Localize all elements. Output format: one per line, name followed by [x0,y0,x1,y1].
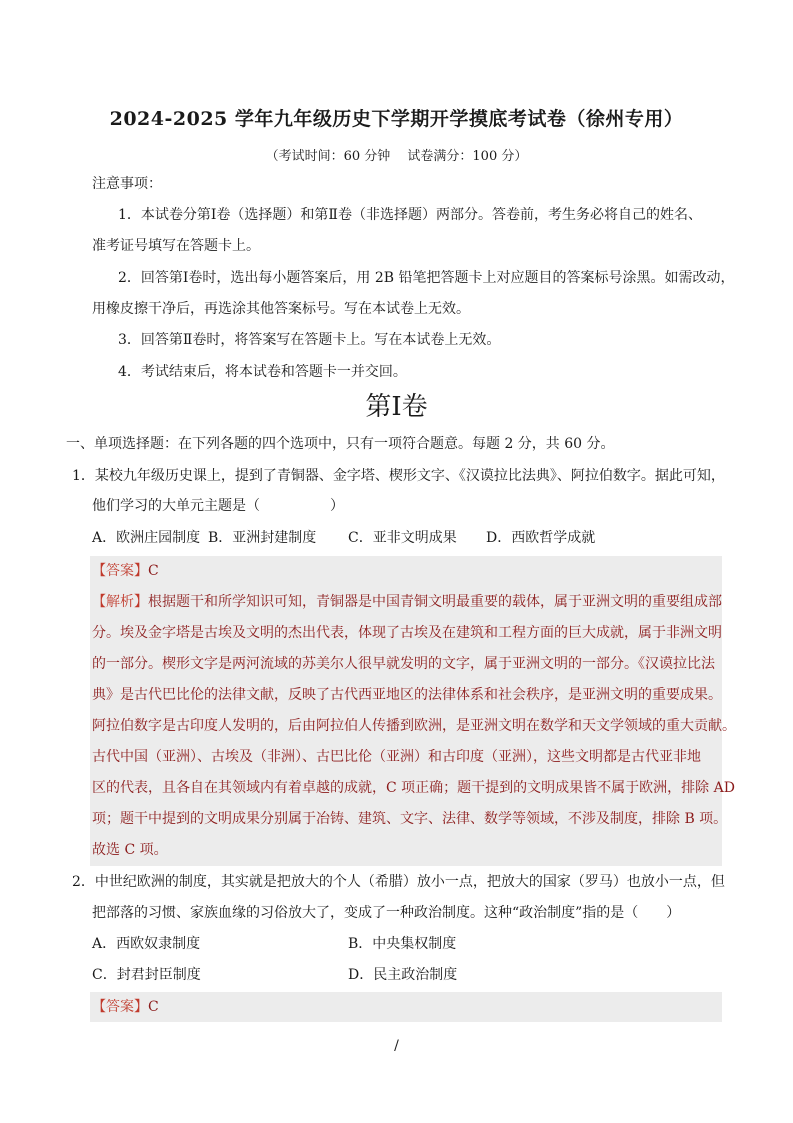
q1-analysis-line: 区的代表，且各自在其领域内有着卓越的成就，C 项正确；题干提到的文明成果皆不属于欧洲，排除 AD [92,780,735,796]
answer-tag: 【答案】 [92,999,148,1015]
q1-analysis-line [92,592,722,612]
analysis-text: 根据题干和所学知识可知，青铜器是中国青铜文明最重要的载体，属于亚洲文明的重要组成部 [148,594,722,610]
section-title: 第Ⅰ卷 [365,392,428,422]
q1-analysis-line: 阿拉伯数字是古印度人发明的，后由阿拉伯人传播到欧洲，是亚洲文明在数学和天文学领域的重大贡献。 [92,718,736,734]
q1-answer [92,561,159,581]
exam-subtitle: （考试时间：60 分钟 试卷满分：100 分） [265,149,528,164]
q1-option-c: C．亚非文明成果 [348,530,457,546]
section-instruction: 一、单项选择题：在下列各题的四个选项中，只有一项符合题意。每题 2 分，共 60 分。 [66,436,615,452]
q2-option-d: D．民主政治制度 [348,967,458,983]
notice-item: 准考证号填写在答题卡上。 [92,238,260,254]
q1-analysis-line: 分。埃及金字塔是古埃及文明的杰出代表，体现了古埃及在建筑和工程方面的巨大成就，属于非洲文明 [92,625,722,641]
notice-item: 1．本试卷分第Ⅰ卷（选择题）和第Ⅱ卷（非选择题）两部分。答卷前，考生务必将自己的姓名、 [118,207,702,223]
q1-option-a: A．欧洲庄园制度 [92,530,201,546]
notice-item: 2．回答第Ⅰ卷时，选出每小题答案后，用 2B 铅笔把答题卡上对应题目的答案标号涂黑。如需改动， [118,270,735,286]
q2-option-b: B．中央集权制度 [348,936,457,952]
page-number: / [394,1038,399,1054]
question-1-stem: 他们学习的大单元主题是（ ） [92,498,344,514]
q1-analysis-line: 典》是古代巴比伦的法律文献，反映了古代西亚地区的法律体系和社会秩序，是亚洲文明的重要成果。 [92,687,722,703]
notice-item: 4．考试结束后，将本试卷和答题卡一并交回。 [118,364,407,380]
notice-item: 3．回答第Ⅱ卷时，将答案写在答题卡上。写在本试卷上无效。 [118,332,501,348]
q1-analysis-line: 的一部分。楔形文字是两河流域的苏美尔人很早就发明的文字，属于亚洲文明的一部分。《汉谟拉比法 [92,656,715,672]
analysis-tag: 【解析】 [92,594,148,610]
q2-option-c: C．封君封臣制度 [92,967,201,983]
q1-analysis-line: 故选 C 项。 [92,842,168,858]
answer-value: C [148,563,159,579]
answer-tag: 【答案】 [92,563,148,579]
exam-title: 2024-2025 学年九年级历史下学期开学摸底考试卷（徐州专用） [109,108,684,130]
notice-heading: 注意事项： [92,176,162,192]
notice-item: 用橡皮擦干净后，再选涂其他答案标号。写在本试卷上无效。 [92,301,470,317]
question-1-stem: 1．某校九年级历史课上，提到了青铜器、金字塔、楔形文字、《汉谟拉比法典》、阿拉伯数字。据此可知， [72,468,725,484]
question-2-stem: 把部落的习惯、家族血缘的习俗放大了，变成了一种政治制度。这种“政治制度”指的是（ ） [92,905,681,921]
q1-analysis-line: 古代中国（亚洲）、古埃及（非洲）、古巴比伦（亚洲）和古印度（亚洲），这些文明都是古代亚非地 [92,749,701,765]
question-2-stem: 2．中世纪欧洲的制度，其实就是把放大的个人（希腊）放小一点，把放大的国家（罗马）也放小一点，但 [72,874,725,890]
q2-answer-block [90,992,722,1022]
q1-option-d: D．西欧哲学成就 [486,530,596,546]
q2-option-a: A．西欧奴隶制度 [92,936,201,952]
q1-analysis-line: 项；题干中提到的文明成果分别属于冶铸、建筑、文字、法律、数学等领域，不涉及制度，排除 B 项。 [92,811,728,827]
q2-answer [92,997,159,1017]
answer-value: C [148,999,159,1015]
q1-option-b: B．亚洲封建制度 [208,530,317,546]
